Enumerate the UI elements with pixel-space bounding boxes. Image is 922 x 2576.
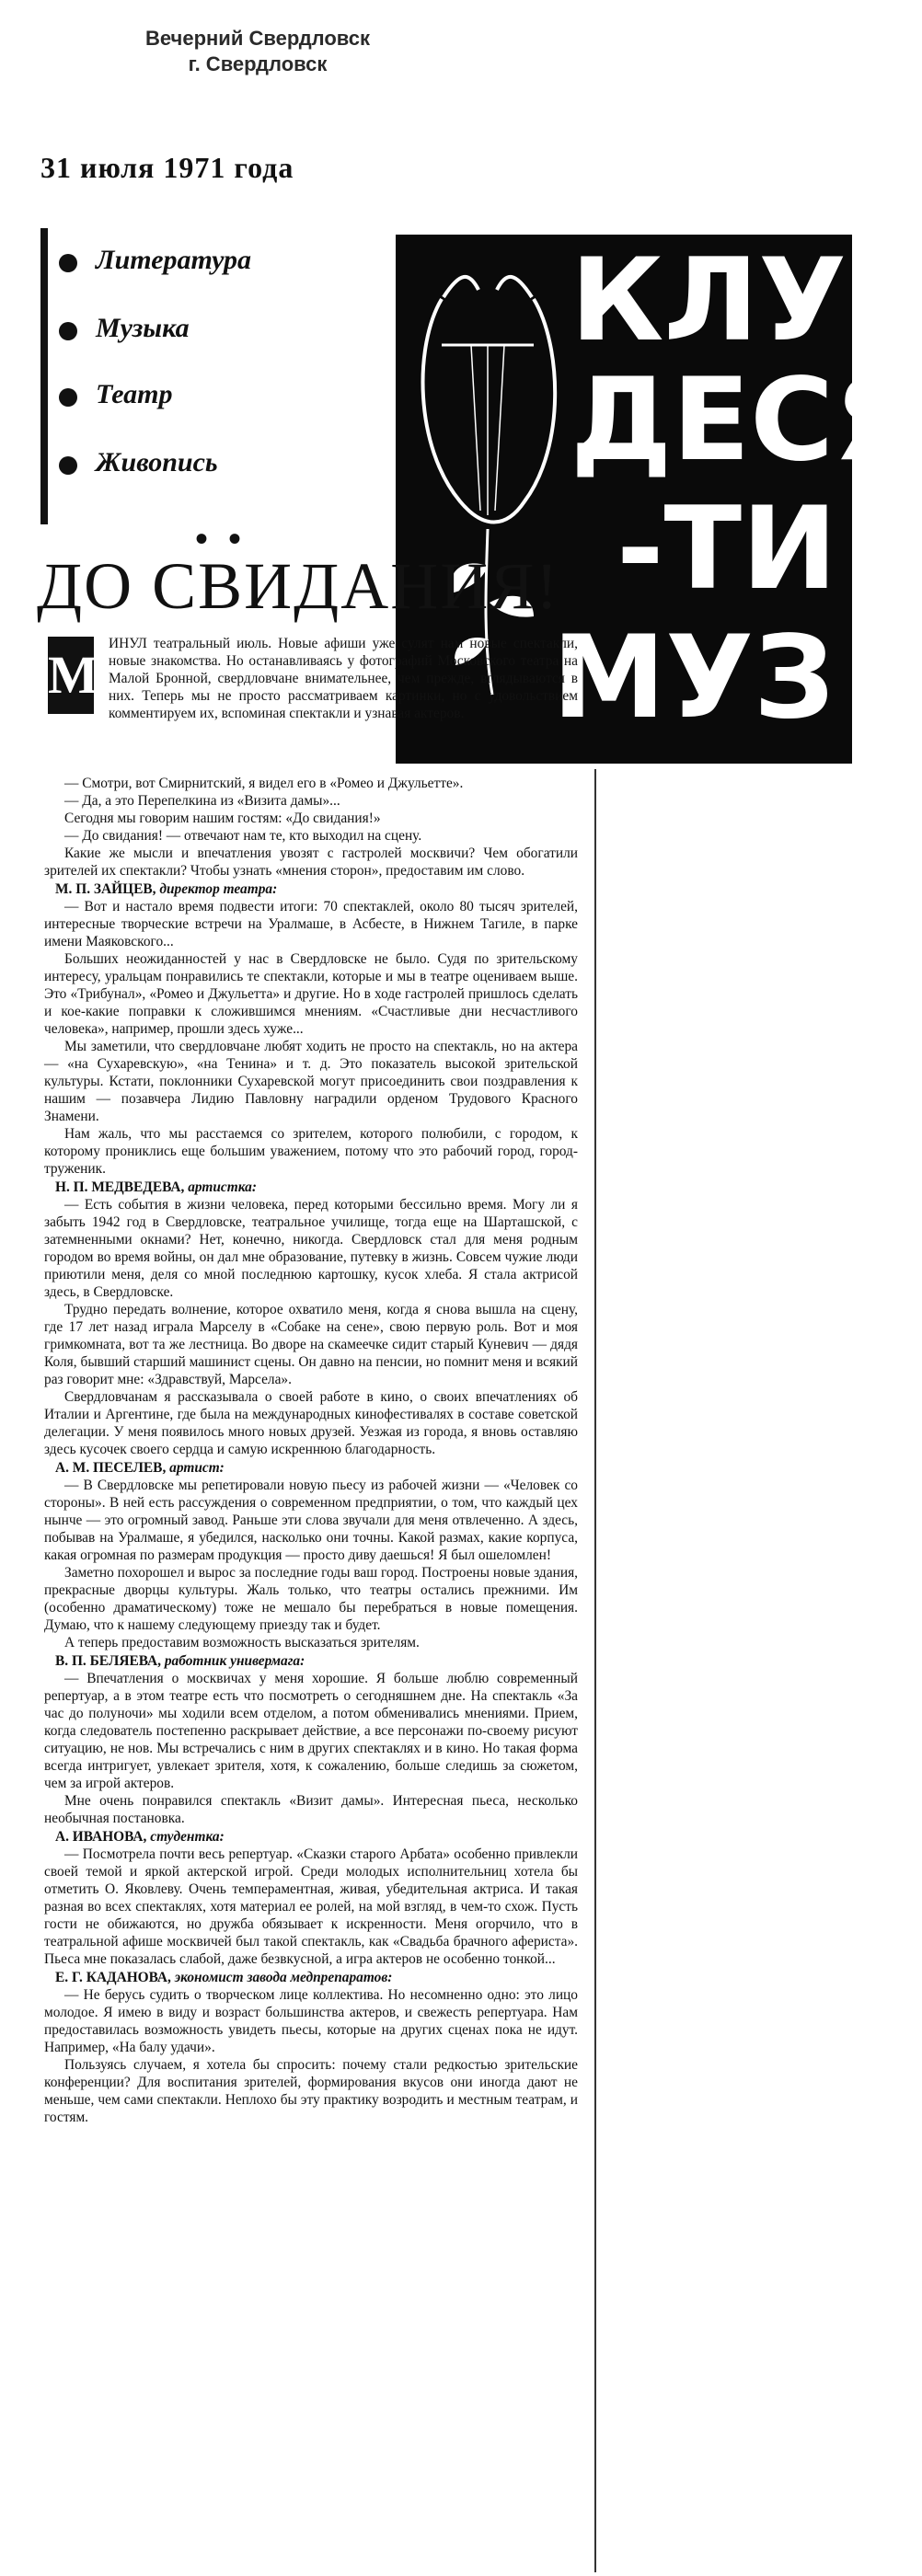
rubric-item <box>96 379 173 410</box>
article-paragraph: — В Свердловске мы репетировали новую пьесу из рабочей жизни — «Человек со стороны». В ней есть рассуждения о современном предприятии, о том, что каждый цех нынче — это огромный завод. Раньше эти слова звучали для меня отвлеченно. А здесь, побывав на Уралмаше, я убедился, насколько они точны. Какой размах, какие корпуса, какая огромная по размерам продукция — просто диву даешься! Я был ошеломлен! <box>44 1478 578 1563</box>
speaker-role: экономист завода медпрепаратов: <box>174 1970 393 1985</box>
article-paragraph: — Есть события в жизни человека, перед которыми бессильно время. Могу ли я забыть 1942 год в Свердловске, театральное училище, тогда еще на Шарташской, с затемненными окнами? Нет, конечно, никогда. Свердловск стал для меня родным городом во время войны, он дал мне образование, путевку в жизнь. Совсем чужие люди приютили меня, деля со мной последнюю картошку, кусок хлеба. Я стала актрисой здесь, в Свердловске. <box>44 1197 578 1300</box>
article-paragraph: — Вот и настало время подвести итоги: 70 спектаклей, около 80 тысяч зрителей, интересные творческие встречи на Уралмаше, в Асбесте, в Нижнем Тагиле, в парке имени Маяковского... <box>44 899 578 949</box>
article-paragraph: — Да, а это Перепелкина из «Визита дамы»... <box>64 793 340 809</box>
speaker-byline <box>44 1969 578 1986</box>
banner-line: МУЗ <box>552 612 836 744</box>
article-paragraph: — До свидания! — отвечают нам те, кто выходил на сцену. <box>64 828 422 844</box>
speaker-role: работник универмага: <box>164 1653 305 1669</box>
rubric-item <box>96 447 218 478</box>
article-paragraph: — Посмотрела почти весь репертуар. «Сказки старого Арбата» особенно привлекли своей темой и яркой актерской игрой. Среди молодых исполнительниц хотела бы отметить О. Яковлеву. Очень темпераментная, живая, убедительная актриса. И такая разная во всех спектаклях, хотя материал ее ролей, на мой взгляд, в чем-то схож. Пусть гости не обижаются, но дружба обязывает к искренности. Меня огорчило, что в театральной афише москвичей был такой спектакль, как «Свадьба брачного афериста». Пьеса мне показалась слабой, даже безвкусной, а игра актеров не особенно тонкой... <box>44 1846 578 1967</box>
article-paragraph: — Впечатления о москвичах у меня хорошие. Я больше люблю современный репертуар, а в этом театре есть что посмотреть о сегодняшнем дне. На спектакль «За час до полуночи» мы ходили всем отделом, а потом обменивались мнениями. Прием, когда следователь постепенно раскрывает действие, а все персонажи по-своему рисуют ситуацию, не нов. Мы встречались с ним в других спектаклях и в кино. Но такая форма всегда интригует, увлекает зрителя, хотя, к сожалению, больше следишь за сюжетом, чем за игрой актеров. <box>44 1671 578 1791</box>
article-paragraph: Свердловчанам я рассказывала о своей работе в кино, о своих впечатлениях об Италии и Аргентине, где была на международных кинофестивалях в составе советской делегации. У меня появилось много новых друзей. Уезжая из города, я вновь оставляю здесь кусочек своего сердца и самую искреннюю благодарность. <box>44 1389 578 1457</box>
intro-paragraph: ИНУЛ театральный июль. Новые афиши уже сулят нам новые спектакли, новые знакомства. Но останавливаясь у фотографий Московского театра на Малой Бронной, свердловчане внимательнее, чем прежде, вглядываются в них. Теперь мы не просто рассматриваем картинки, но с удовольствием комментируем их, вспоминая спектакли и узнавая актеров. <box>109 636 578 721</box>
bullet-icon <box>59 322 77 340</box>
speaker-role: директор театра: <box>159 881 278 897</box>
speaker-byline <box>44 1652 578 1670</box>
newspaper-name: Вечерний Свердловск <box>144 27 371 50</box>
article-paragraph: — Не берусь судить о творческом лице коллектива. Но несомненно одно: это лицо молодое. Я имею в виду и возраст большинства актеров, и свежесть репертуара. Нам предоставилась возможность увидеть пьесы, которые на других сценах пока не идут. Например, «На балу удачи». <box>44 1987 578 2055</box>
drop-cap: М <box>48 637 94 714</box>
article-paragraph: Какие же мысли и впечатления увозят с гастролей москвичи? Чем обогатили зрителей их спектакли? Чтобы узнать «мнения сторон», предоставим им слово. <box>44 845 578 879</box>
speaker-byline <box>44 1459 578 1477</box>
rubric-label: Музыка <box>96 313 190 343</box>
speaker-name: М. П. ЗАЙЦЕВ, <box>55 881 156 897</box>
rubric-item <box>96 245 251 276</box>
speaker-role: артистка: <box>188 1179 257 1195</box>
decorative-dots: • • <box>195 518 248 559</box>
article-paragraph: Мы заметили, что свердловчане любят ходить не просто на спектакль, но на актера — «на Сухаревскую», «на Тенина» и т. д. Это показатель высокой зрительской культуры. Кстати, поклонники Сухаревской могут присоединить свои поздравления к нашим — позавчера Лидию Павловну наградили орденом Трудового Красного Знамени. <box>44 1039 578 1124</box>
article-paragraph: Заметно похорошел и вырос за последние годы ваш город. Построены новые здания, прекрасные дворцы культуры. Жаль только, что театры остались прежними. Им (особенно драматическому) тоже не мешало бы перебраться в новые помещения. Думаю, что к нашему следующему приезду так и будет. <box>44 1565 578 1633</box>
article-paragraph: А теперь предоставим возможность высказаться зрителям. <box>64 1635 420 1650</box>
speaker-byline <box>44 1179 578 1196</box>
newspaper-stamp <box>110 26 405 77</box>
article-paragraph: Мне очень понравился спектакль «Визит дамы». Интересная пьеса, несколько необычная постановка. <box>44 1793 578 1826</box>
banner-line: КЛУ <box>570 235 847 367</box>
speaker-role: студентка: <box>150 1829 225 1845</box>
speaker-byline <box>44 1828 578 1846</box>
rubric-label: Живопись <box>96 447 218 477</box>
article-paragraph: Сегодня мы говорим нашим гостям: «До свидания!» <box>64 811 381 826</box>
rubric-label: Театр <box>96 379 173 409</box>
speaker-name: А. М. ПЕСЕЛЕВ, <box>55 1460 167 1476</box>
city-name: г. Свердловск <box>188 52 328 75</box>
bullet-icon <box>59 254 77 272</box>
article-body <box>44 775 578 2126</box>
issue-date: 31 июля 1971 года <box>40 151 294 184</box>
speaker-byline <box>44 880 578 898</box>
speaker-name: А. ИВАНОВА, <box>55 1829 147 1845</box>
speaker-name: В. П. БЕЛЯЕВА, <box>55 1653 161 1669</box>
bullet-icon <box>59 388 77 407</box>
banner-line: ДЕСЯ <box>570 354 922 487</box>
rubric-item <box>96 313 190 344</box>
article-paragraph: Больших неожиданностей у нас в Свердловске не было. Судя по зрительскому интересу, уральцам понравились те спектакли, которые и мы в театре оцениваем выше. Это «Трибунал», «Ромео и Джульетта» и другие. Но в ходе гастролей пришлось сделать и кое-какие поправки к сложившимся мнениям. «Счастливые дни несчастливого человека», например, прошли здесь хуже... <box>44 951 578 1037</box>
article-paragraph: — Смотри, вот Смирнитский, я видел его в «Ромео и Джульетте». <box>64 776 464 791</box>
column-rule <box>594 769 596 2572</box>
article-paragraph: Нам жаль, что мы расстаемся со зрителем, которого полюбили, с городом, к которому прониклись еще большим уважением, потому что это рабочий город, город-труженик. <box>44 1126 578 1177</box>
bullet-icon <box>59 456 77 475</box>
speaker-role: артист: <box>169 1460 225 1476</box>
article-paragraph: Трудно передать волнение, которое охватило меня, когда я снова вышла на сцену, где 17 лет назад играла Марселу в «Собаке на сене», свою первую роль. Вот и моя гримкомната, вот та же лестница. Во дворе на скамеечке сидит старый Куневич — дядя Коля, бывший старший машинист сцены. Он давно на пенсии, но помнит меня и всякий раз говорит мне: «Здравствуй, Марсела». <box>44 1302 578 1387</box>
banner-line: -ТИ <box>617 483 837 615</box>
article-paragraph: Пользуясь случаем, я хотела бы спросить: почему стали редкостью зрительские конференции? Для воспитания зрителей, формирования вкусов они иногда дают не меньше, чем сами спектакли. Неплохо бы эту практику возродить и местным театрам, и гостям. <box>44 2057 578 2125</box>
speaker-name: Е. Г. КАДАНОВА, <box>55 1970 171 1985</box>
rubric-list <box>40 228 399 524</box>
headline: ДО СВИДАНИЯ! <box>37 549 560 623</box>
speaker-name: Н. П. МЕДВЕДЕВА, <box>55 1179 185 1195</box>
rubric-label: Литература <box>96 245 252 275</box>
